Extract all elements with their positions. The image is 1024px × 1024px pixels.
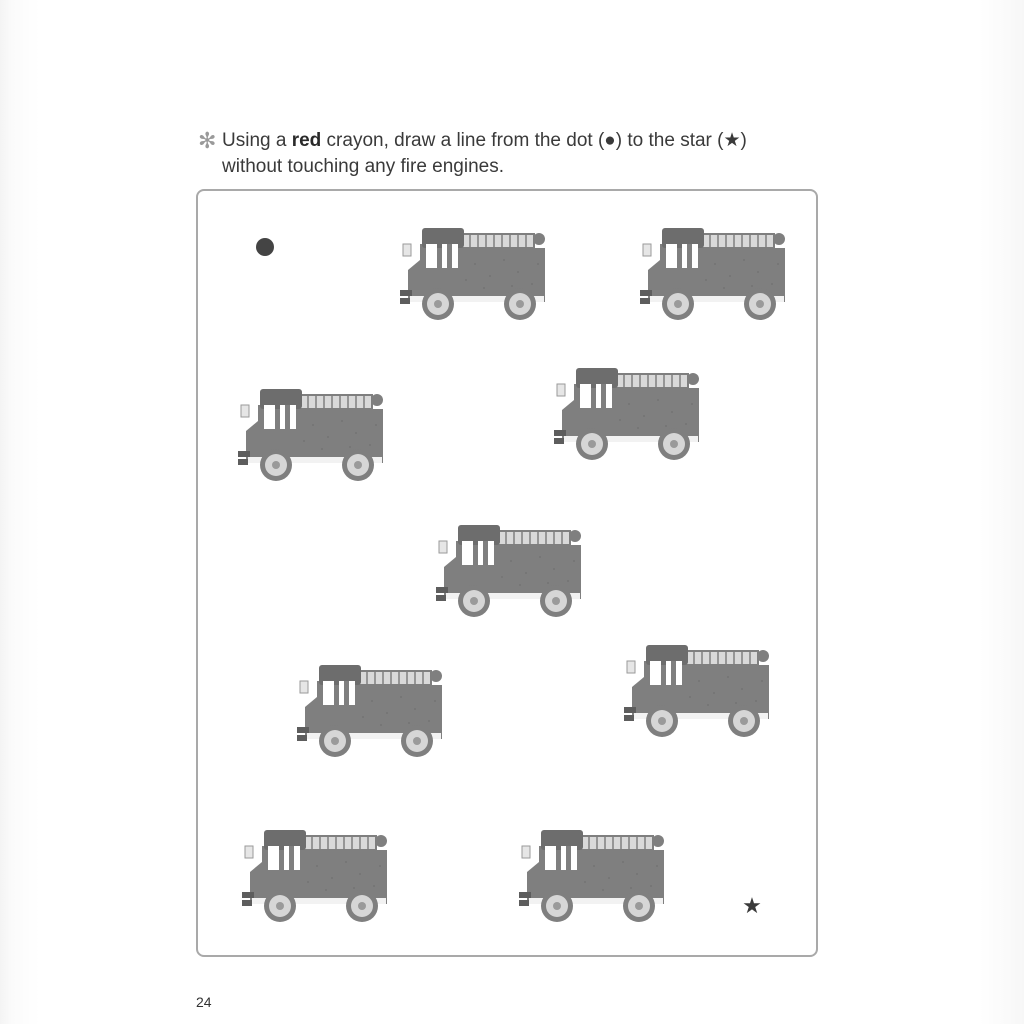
fire-engine-icon bbox=[640, 224, 790, 324]
red-emphasis: red bbox=[291, 130, 322, 151]
instruction-text bbox=[198, 128, 838, 180]
instruction-line-1: Using a red crayon, draw a line from the dot (●) to the star (★) bbox=[222, 130, 747, 151]
fire-engine-icon bbox=[436, 521, 586, 621]
end-star-icon[interactable]: ★ bbox=[742, 893, 762, 918]
start-dot-icon[interactable] bbox=[256, 238, 274, 256]
fire-engine-icon bbox=[554, 364, 704, 464]
page-number: 24 bbox=[196, 994, 212, 1010]
fire-engine-icon bbox=[519, 826, 669, 926]
fire-engine-icon bbox=[624, 641, 774, 741]
fire-engine-icon bbox=[400, 224, 550, 324]
fire-engine-icon bbox=[297, 661, 447, 761]
instruction-line-2: without touching any fire engines. bbox=[222, 156, 505, 177]
asterisk-bullet-icon: ✻ bbox=[198, 128, 217, 153]
fire-engine-icon bbox=[242, 826, 392, 926]
fire-engine-icon bbox=[238, 385, 388, 485]
